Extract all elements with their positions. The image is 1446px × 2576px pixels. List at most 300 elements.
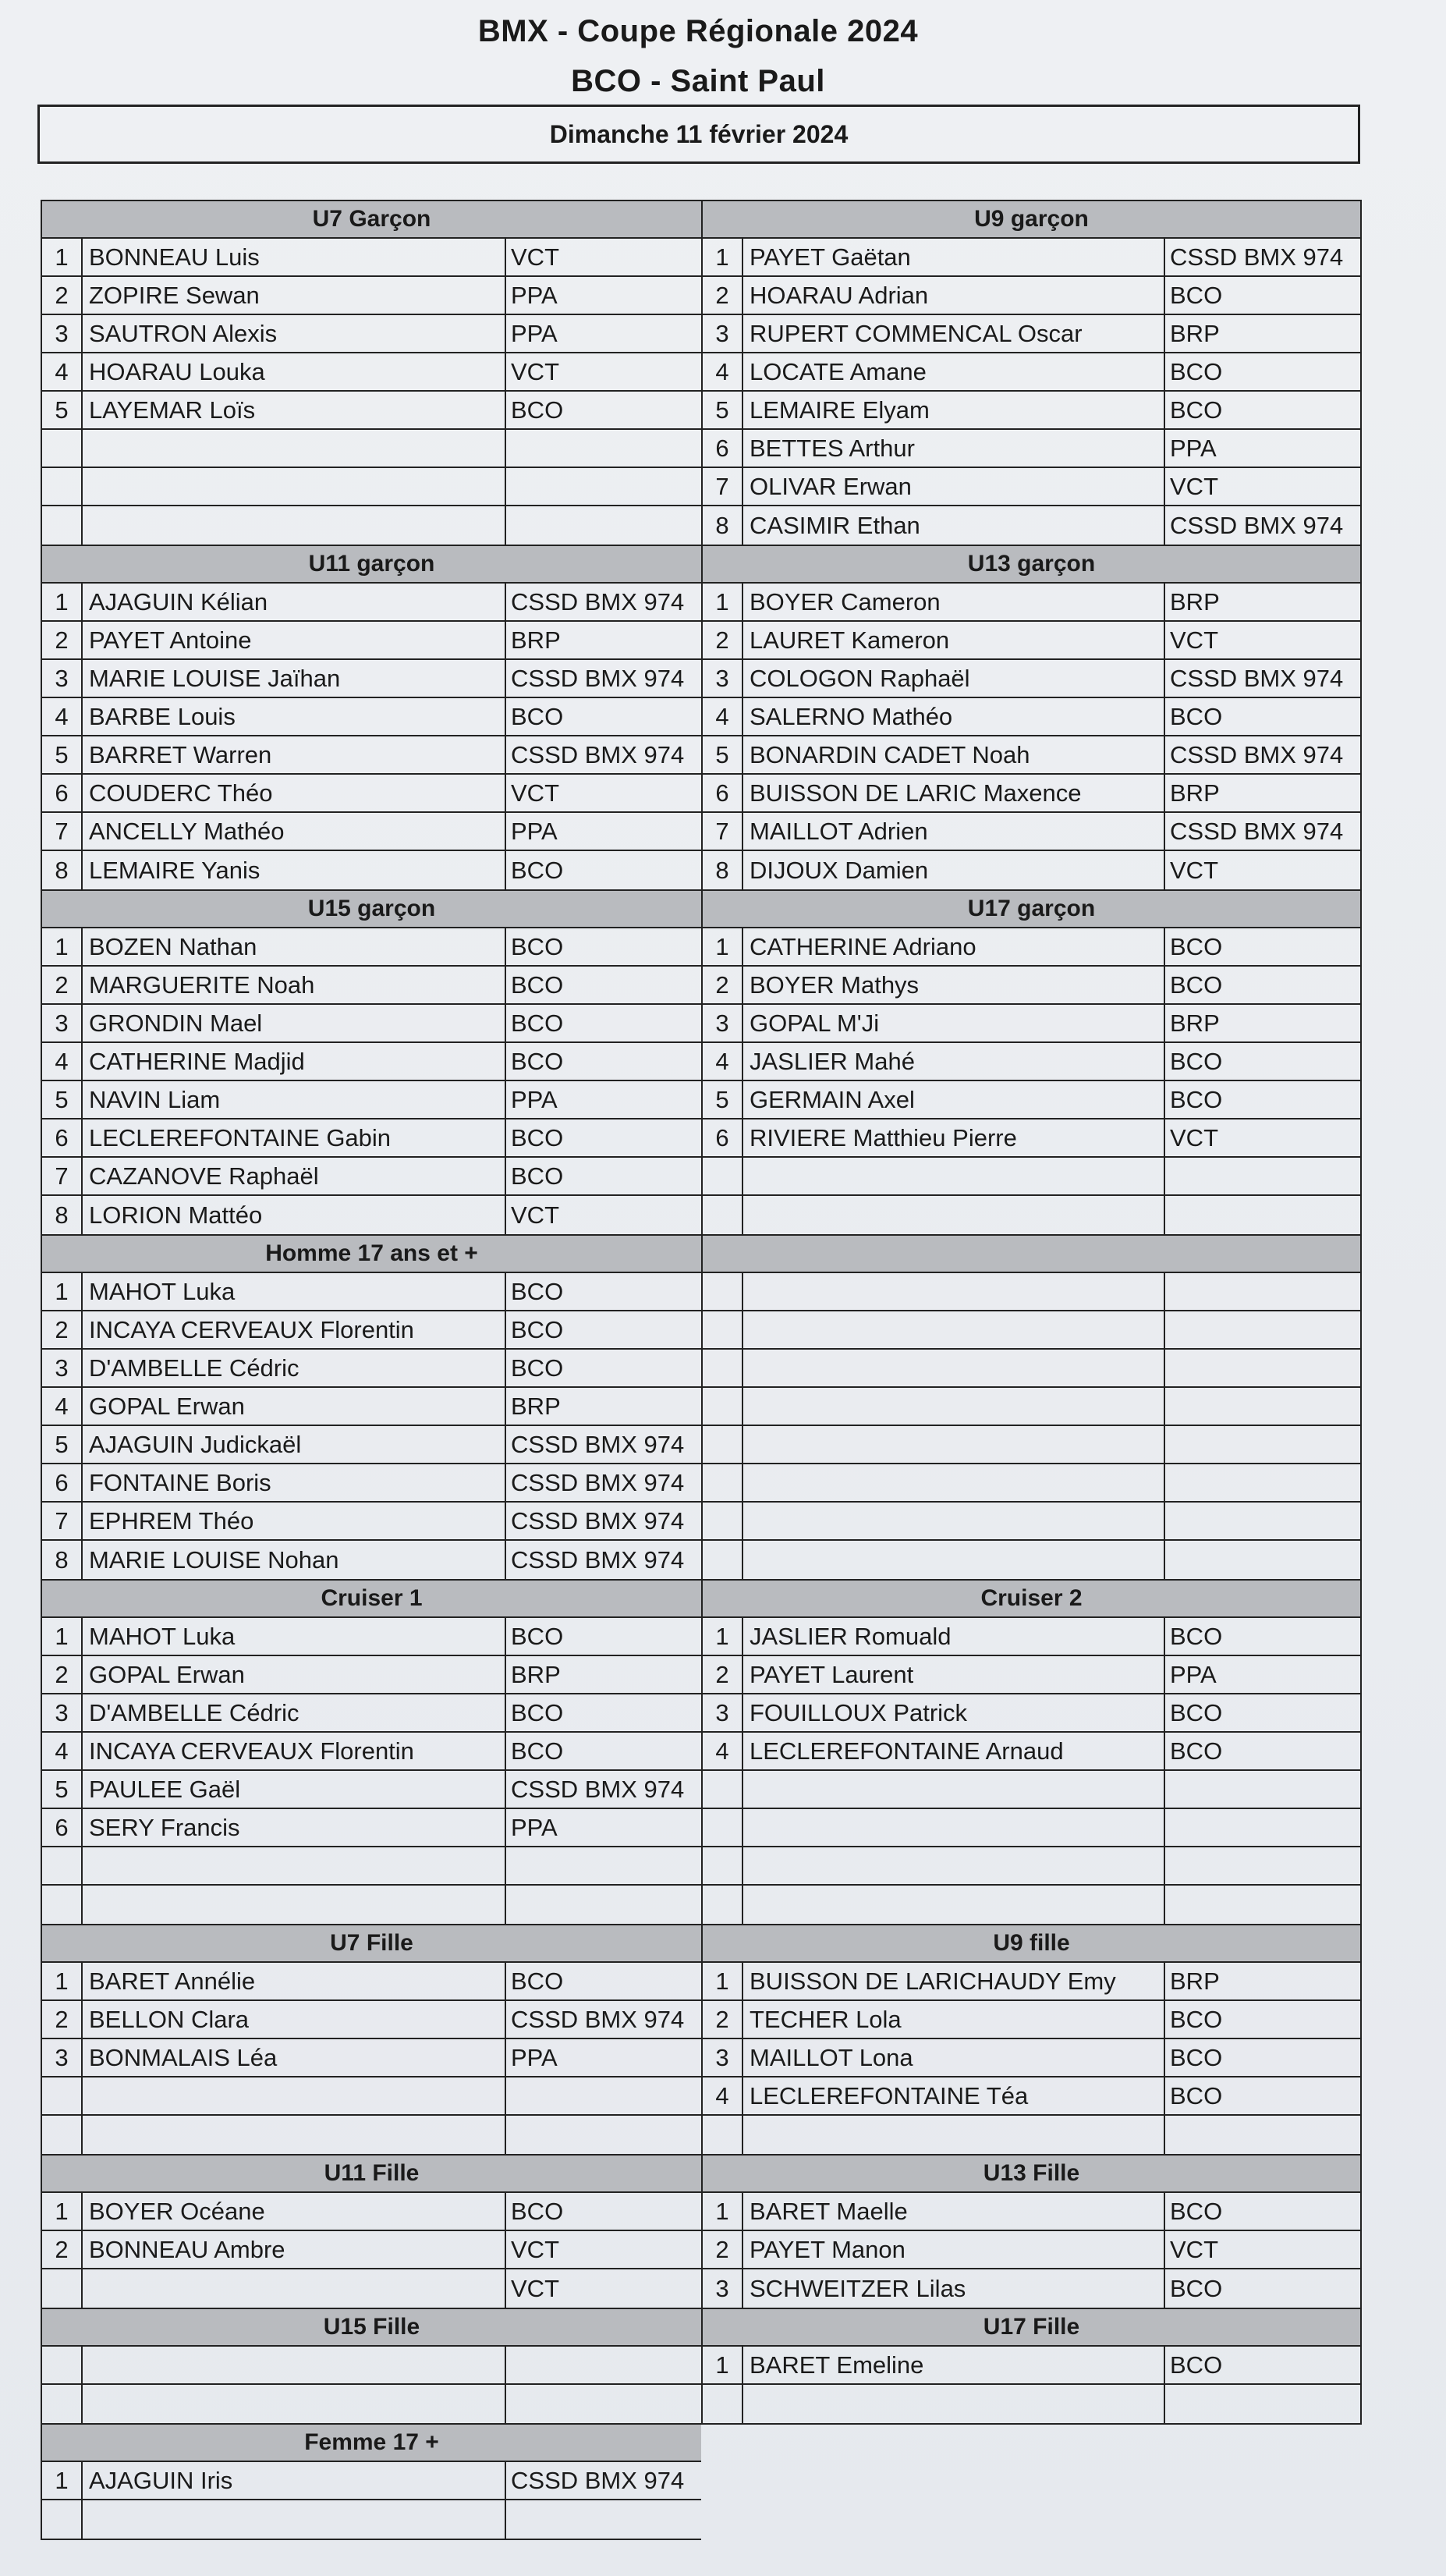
rider-row	[703, 1503, 1360, 1541]
rider-name-cell: LECLEREFONTAINE Arnaud	[743, 1733, 1165, 1769]
club-cell	[1165, 1311, 1360, 1348]
club-cell: BRP	[1170, 1009, 1220, 1037]
category-title: U13 garçon	[703, 546, 1360, 584]
club-cell	[1165, 2385, 1360, 2423]
category-title: U7 Fille	[42, 1925, 701, 1963]
club-cell: BRP	[511, 1392, 561, 1420]
club-cell: BCO	[1170, 396, 1223, 424]
rank-cell: 1	[703, 928, 743, 965]
rider-row	[703, 813, 1360, 851]
rider-name-cell: BONMALAIS Léa	[83, 2039, 506, 2076]
rider-name-cell: GOPAL Erwan	[83, 1388, 506, 1425]
rank-cell: 1	[42, 239, 83, 275]
event-date-box	[37, 105, 1360, 164]
rider-name-cell: HOARAU Adrian	[743, 277, 1165, 314]
rank-cell: 1	[42, 584, 83, 620]
club-cell: BRP	[511, 1660, 561, 1688]
rank-cell: 4	[703, 1043, 743, 1080]
rider-name-cell: LAYEMAR Loïs	[83, 392, 506, 428]
rank-cell: 6	[42, 775, 83, 811]
rider-name-cell: MAILLOT Lona	[743, 2039, 1165, 2076]
rank-cell	[703, 1886, 743, 1924]
club-cell	[1165, 1886, 1360, 1924]
rider-name-cell: PAYET Gaëtan	[743, 239, 1165, 275]
club-cell: PPA	[1170, 1660, 1217, 1688]
rider-name-cell: BARRET Warren	[83, 736, 506, 773]
rider-name-cell: CASIMIR Ethan	[743, 506, 1165, 545]
club-cell: BCO	[1170, 2197, 1223, 2225]
club-cell: VCT	[1170, 472, 1218, 500]
club-cell: BCO	[1170, 1085, 1223, 1113]
rider-row	[703, 1809, 1360, 1847]
rider-row	[703, 1656, 1360, 1694]
rank-cell	[703, 1350, 743, 1386]
club-cell: BCO	[511, 1047, 564, 1075]
rider-name-cell: AJAGUIN Kélian	[83, 584, 506, 620]
club-cell: CSSD BMX 974	[511, 2005, 685, 2033]
rank-cell	[42, 506, 83, 545]
rank-cell: 1	[42, 1618, 83, 1655]
club-cell	[1165, 1388, 1360, 1425]
club-cell	[506, 2347, 701, 2383]
category-table	[701, 891, 1362, 1236]
category-table	[701, 2156, 1362, 2309]
rider-name-cell: LORION Mattéo	[83, 1196, 506, 1234]
club-cell: VCT	[511, 1201, 559, 1229]
rider-row	[703, 1541, 1360, 1579]
rider-row	[703, 353, 1360, 392]
rider-name-cell: BETTES Arthur	[743, 430, 1165, 467]
rank-cell: 6	[703, 1119, 743, 1156]
rider-name-cell: OLIVAR Erwan	[743, 468, 1165, 505]
rider-row	[42, 2193, 701, 2231]
club-cell	[1165, 1541, 1360, 1579]
club-cell: PPA	[511, 319, 558, 347]
club-cell: VCT	[1170, 2235, 1218, 2263]
rank-cell: 8	[42, 1541, 83, 1579]
rider-name-cell	[743, 1809, 1165, 1846]
club-cell: BCO	[511, 1967, 564, 1995]
rider-row	[42, 506, 701, 545]
category-title: U17 garçon	[703, 891, 1360, 928]
rider-name-cell: D'AMBELLE Cédric	[83, 1694, 506, 1731]
rider-row	[703, 1311, 1360, 1350]
rider-name-cell: EPHREM Théo	[83, 1503, 506, 1539]
club-cell: CSSD BMX 974	[1170, 740, 1344, 768]
rider-row	[42, 851, 701, 889]
club-cell: CSSD BMX 974	[511, 1506, 685, 1535]
rider-row	[703, 2116, 1360, 2154]
club-cell: PPA	[511, 281, 558, 309]
category-table	[41, 546, 701, 891]
rider-row	[703, 1119, 1360, 1158]
club-cell: BCO	[511, 1698, 564, 1726]
rider-name-cell: BOYER Océane	[83, 2193, 506, 2230]
rider-row	[703, 1886, 1360, 1924]
club-cell	[1165, 1273, 1360, 1310]
rider-name-cell: NAVIN Liam	[83, 1081, 506, 1118]
rider-row	[42, 1426, 701, 1464]
rider-row	[703, 2231, 1360, 2269]
rank-cell: 1	[42, 928, 83, 965]
rank-cell: 2	[42, 1656, 83, 1693]
rank-cell	[42, 1847, 83, 1884]
rider-name-cell	[743, 1158, 1165, 1194]
category-title: U11 Fille	[42, 2156, 701, 2193]
rider-row	[42, 1464, 701, 1503]
rider-name-cell: CAZANOVE Raphaël	[83, 1158, 506, 1194]
rider-row	[703, 1005, 1360, 1043]
rider-row	[42, 2231, 701, 2269]
category-title: Cruiser 1	[42, 1581, 701, 1618]
rank-cell: 7	[703, 813, 743, 850]
rider-row	[703, 1733, 1360, 1771]
club-cell	[1165, 1426, 1360, 1463]
category-table	[41, 1236, 701, 1581]
rider-row	[42, 2039, 701, 2077]
rank-cell	[703, 1464, 743, 1501]
rider-name-cell: MARIE LOUISE Nohan	[83, 1541, 506, 1579]
club-cell: BCO	[511, 1315, 564, 1343]
club-cell: BCO	[1170, 1737, 1223, 1765]
rider-name-cell: CATHERINE Madjid	[83, 1043, 506, 1080]
rider-name-cell: LOCATE Amane	[743, 353, 1165, 390]
rank-cell: 3	[42, 1694, 83, 1731]
rider-row	[42, 1158, 701, 1196]
rider-name-cell: BONNEAU Ambre	[83, 2231, 506, 2268]
rider-name-cell: FONTAINE Boris	[83, 1464, 506, 1501]
rank-cell: 1	[42, 2193, 83, 2230]
category-table	[41, 2425, 701, 2540]
club-cell: CSSD BMX 974	[511, 1775, 685, 1803]
rider-name-cell	[83, 506, 506, 545]
club-cell: BCO	[511, 1622, 564, 1650]
rank-cell: 3	[703, 2269, 743, 2308]
rider-row	[42, 315, 701, 353]
rank-cell	[703, 1809, 743, 1846]
club-cell: CSSD BMX 974	[511, 740, 685, 768]
category-title	[703, 1236, 1360, 1273]
rider-row	[703, 239, 1360, 277]
rider-name-cell: SALERNO Mathéo	[743, 698, 1165, 735]
category-table	[41, 1581, 701, 1925]
category-title: Homme 17 ans et +	[42, 1236, 701, 1273]
rank-cell: 5	[42, 1081, 83, 1118]
category-table	[701, 1236, 1362, 1581]
rider-name-cell: RIVIERE Matthieu Pierre	[743, 1119, 1165, 1156]
rider-row	[42, 2001, 701, 2039]
rider-name-cell: LECLEREFONTAINE Gabin	[83, 1119, 506, 1156]
category-title: U9 garçon	[703, 201, 1360, 239]
rider-name-cell	[743, 1311, 1165, 1348]
rider-name-cell: ANCELLY Mathéo	[83, 813, 506, 850]
rank-cell: 2	[42, 2231, 83, 2268]
rider-row	[42, 1809, 701, 1847]
club-cell: BCO	[1170, 2274, 1223, 2302]
club-cell	[1165, 1464, 1360, 1501]
rank-cell: 3	[703, 1005, 743, 1041]
rider-row	[42, 2269, 701, 2308]
rank-cell: 1	[42, 2462, 83, 2499]
rider-row	[42, 1119, 701, 1158]
rider-row	[42, 277, 701, 315]
rider-row	[703, 775, 1360, 813]
club-cell: BCO	[1170, 1047, 1223, 1075]
rank-cell: 6	[703, 430, 743, 467]
category-title: U15 Fille	[42, 2309, 701, 2347]
rider-name-cell	[743, 1388, 1165, 1425]
rank-cell: 6	[42, 1809, 83, 1846]
rider-row	[703, 1963, 1360, 2001]
rider-row	[42, 1618, 701, 1656]
club-cell	[506, 2385, 701, 2423]
rank-cell	[42, 1886, 83, 1924]
rider-row	[703, 928, 1360, 967]
rank-cell	[42, 2385, 83, 2423]
rider-row	[703, 1158, 1360, 1196]
rank-cell: 1	[703, 2193, 743, 2230]
category-table	[41, 200, 701, 546]
rider-row	[42, 1771, 701, 1809]
rider-name-cell	[83, 2077, 506, 2114]
club-cell: BCO	[1170, 281, 1223, 309]
rank-cell	[703, 1158, 743, 1194]
rank-cell: 3	[42, 660, 83, 697]
rider-name-cell: GRONDIN Mael	[83, 1005, 506, 1041]
rider-name-cell	[83, 1847, 506, 1884]
rider-name-cell	[743, 1771, 1165, 1808]
rider-name-cell: BONNEAU Luis	[83, 239, 506, 275]
rider-row	[703, 1273, 1360, 1311]
rider-row	[42, 1963, 701, 2001]
rider-row	[703, 1388, 1360, 1426]
rider-name-cell	[743, 1886, 1165, 1924]
rider-name-cell: BUISSON DE LARICHAUDY Emy	[743, 1963, 1165, 1999]
club-cell: BCO	[1170, 2005, 1223, 2033]
rider-name-cell: SCHWEITZER Lilas	[743, 2269, 1165, 2308]
rank-cell: 6	[42, 1119, 83, 1156]
rider-row	[703, 698, 1360, 736]
rider-name-cell: DIJOUX Damien	[743, 851, 1165, 889]
club-cell	[1165, 1196, 1360, 1234]
rider-row	[42, 2462, 701, 2500]
rider-name-cell	[83, 2347, 506, 2383]
rank-cell	[703, 1426, 743, 1463]
rider-name-cell: LAURET Kameron	[743, 622, 1165, 658]
rank-cell: 4	[42, 1733, 83, 1769]
rider-name-cell: SAUTRON Alexis	[83, 315, 506, 352]
rider-name-cell: BOYER Mathys	[743, 967, 1165, 1003]
club-cell: PPA	[511, 1813, 558, 1841]
club-cell: VCT	[511, 357, 559, 385]
rank-cell	[42, 2347, 83, 2383]
rank-cell: 7	[42, 1158, 83, 1194]
club-cell: BCO	[1170, 2081, 1223, 2109]
rider-name-cell: LEMAIRE Elyam	[743, 392, 1165, 428]
category-title: U17 Fille	[703, 2309, 1360, 2347]
rank-cell: 1	[42, 1963, 83, 1999]
rank-cell	[42, 2077, 83, 2114]
rider-row	[703, 2385, 1360, 2423]
rank-cell: 3	[703, 1694, 743, 1731]
club-cell: VCT	[1170, 1123, 1218, 1151]
club-cell: BCO	[1170, 2351, 1223, 2379]
club-cell: CSSD BMX 974	[511, 587, 685, 616]
rank-cell	[703, 1847, 743, 1884]
rider-name-cell	[743, 1426, 1165, 1463]
club-cell: VCT	[1170, 856, 1218, 884]
club-cell: BCO	[511, 1354, 564, 1382]
rider-row	[703, 277, 1360, 315]
rank-cell	[42, 2500, 83, 2539]
rider-row	[703, 1618, 1360, 1656]
rider-row	[703, 2039, 1360, 2077]
rank-cell: 1	[703, 584, 743, 620]
rider-row	[703, 506, 1360, 545]
rider-name-cell: BARET Emeline	[743, 2347, 1165, 2383]
rider-row	[42, 2116, 701, 2154]
rank-cell: 5	[42, 392, 83, 428]
rank-cell	[703, 1311, 743, 1348]
category-table	[701, 1581, 1362, 1925]
rider-name-cell	[743, 1273, 1165, 1310]
club-cell: BRP	[1170, 587, 1220, 616]
rider-row	[42, 660, 701, 698]
rider-row	[42, 1196, 701, 1234]
rider-name-cell	[743, 1847, 1165, 1884]
rider-name-cell: BOYER Cameron	[743, 584, 1165, 620]
rider-name-cell: MAHOT Luka	[83, 1273, 506, 1310]
rider-name-cell: LECLEREFONTAINE Téa	[743, 2077, 1165, 2114]
category-title: Cruiser 2	[703, 1581, 1360, 1618]
rider-name-cell: BOZEN Nathan	[83, 928, 506, 965]
rider-name-cell	[743, 1196, 1165, 1234]
rank-cell: 7	[42, 1503, 83, 1539]
rider-name-cell	[83, 2500, 506, 2539]
rider-row	[42, 1273, 701, 1311]
rider-name-cell: BARET Annélie	[83, 1963, 506, 1999]
rider-row	[703, 2077, 1360, 2116]
club-cell	[1165, 1158, 1360, 1194]
rank-cell: 2	[703, 2001, 743, 2038]
rider-name-cell: AJAGUIN Iris	[83, 2462, 506, 2499]
rank-cell	[42, 2269, 83, 2308]
rank-cell: 7	[42, 813, 83, 850]
club-cell: BCO	[511, 1162, 564, 1190]
category-table	[701, 1925, 1362, 2156]
rank-cell	[42, 468, 83, 505]
rider-row	[42, 1503, 701, 1541]
rider-name-cell: PAYET Manon	[743, 2231, 1165, 2268]
category-table	[41, 2309, 701, 2425]
rank-cell	[703, 2385, 743, 2423]
rider-row	[703, 1426, 1360, 1464]
rank-cell: 5	[42, 1771, 83, 1808]
rank-cell: 5	[703, 1081, 743, 1118]
club-cell: CSSD BMX 974	[1170, 511, 1344, 539]
rider-row	[42, 736, 701, 775]
rider-row	[703, 2269, 1360, 2308]
rider-row	[42, 1733, 701, 1771]
rider-name-cell	[83, 2116, 506, 2154]
club-cell: CSSD BMX 974	[1170, 664, 1344, 692]
rank-cell	[703, 1388, 743, 1425]
club-cell: VCT	[511, 2235, 559, 2263]
rider-name-cell: BELLON Clara	[83, 2001, 506, 2038]
club-cell: VCT	[511, 243, 559, 271]
rank-cell: 2	[703, 1656, 743, 1693]
rank-cell	[703, 1273, 743, 1310]
rider-row	[703, 1081, 1360, 1119]
club-cell: BRP	[1170, 779, 1220, 807]
rank-cell	[703, 1503, 743, 1539]
club-cell: PPA	[1170, 434, 1217, 462]
club-cell: BCO	[1170, 932, 1223, 960]
rank-cell: 6	[703, 775, 743, 811]
rank-cell: 1	[703, 1963, 743, 1999]
club-cell: BCO	[511, 970, 564, 999]
rank-cell: 7	[703, 468, 743, 505]
rank-cell: 2	[703, 2231, 743, 2268]
rider-name-cell	[743, 1503, 1165, 1539]
club-cell: CSSD BMX 974	[511, 664, 685, 692]
rider-name-cell: JASLIER Mahé	[743, 1043, 1165, 1080]
rider-row	[42, 1005, 701, 1043]
rider-row	[42, 468, 701, 506]
rider-name-cell	[83, 1886, 506, 1924]
rider-name-cell: PAULEE Gaël	[83, 1771, 506, 1808]
rank-cell	[703, 1541, 743, 1579]
rank-cell: 8	[42, 1196, 83, 1234]
rider-row	[42, 353, 701, 392]
rider-name-cell: TECHER Lola	[743, 2001, 1165, 2038]
rider-row	[703, 1043, 1360, 1081]
rider-name-cell: GOPAL Erwan	[83, 1656, 506, 1693]
rank-cell: 3	[42, 1005, 83, 1041]
club-cell: BCO	[1170, 357, 1223, 385]
rider-name-cell: INCAYA CERVEAUX Florentin	[83, 1311, 506, 1348]
rank-cell: 4	[42, 1043, 83, 1080]
rank-cell: 1	[42, 1273, 83, 1310]
club-cell: BRP	[1170, 319, 1220, 347]
club-cell	[506, 2077, 701, 2114]
club-cell	[506, 2116, 701, 2154]
club-cell: BCO	[511, 1123, 564, 1151]
club-cell: BCO	[511, 1009, 564, 1037]
rider-row	[703, 660, 1360, 698]
rider-row	[703, 2347, 1360, 2385]
rank-cell: 2	[703, 967, 743, 1003]
rank-cell: 4	[703, 2077, 743, 2114]
club-cell	[1165, 1847, 1360, 1884]
rider-row	[42, 1043, 701, 1081]
category-table	[701, 546, 1362, 891]
rider-row	[42, 1694, 701, 1733]
rider-row	[703, 1464, 1360, 1503]
club-cell	[506, 506, 701, 545]
rider-name-cell	[83, 2385, 506, 2423]
rider-row	[42, 392, 701, 430]
rider-name-cell: MARIE LOUISE Jaïhan	[83, 660, 506, 697]
rider-row	[703, 392, 1360, 430]
rider-name-cell	[83, 430, 506, 467]
club-cell: VCT	[1170, 626, 1218, 654]
rider-name-cell: BARET Maelle	[743, 2193, 1165, 2230]
club-cell: CSSD BMX 974	[511, 1545, 685, 1574]
rider-row	[42, 430, 701, 468]
rider-row	[703, 1350, 1360, 1388]
rank-cell: 6	[42, 1464, 83, 1501]
